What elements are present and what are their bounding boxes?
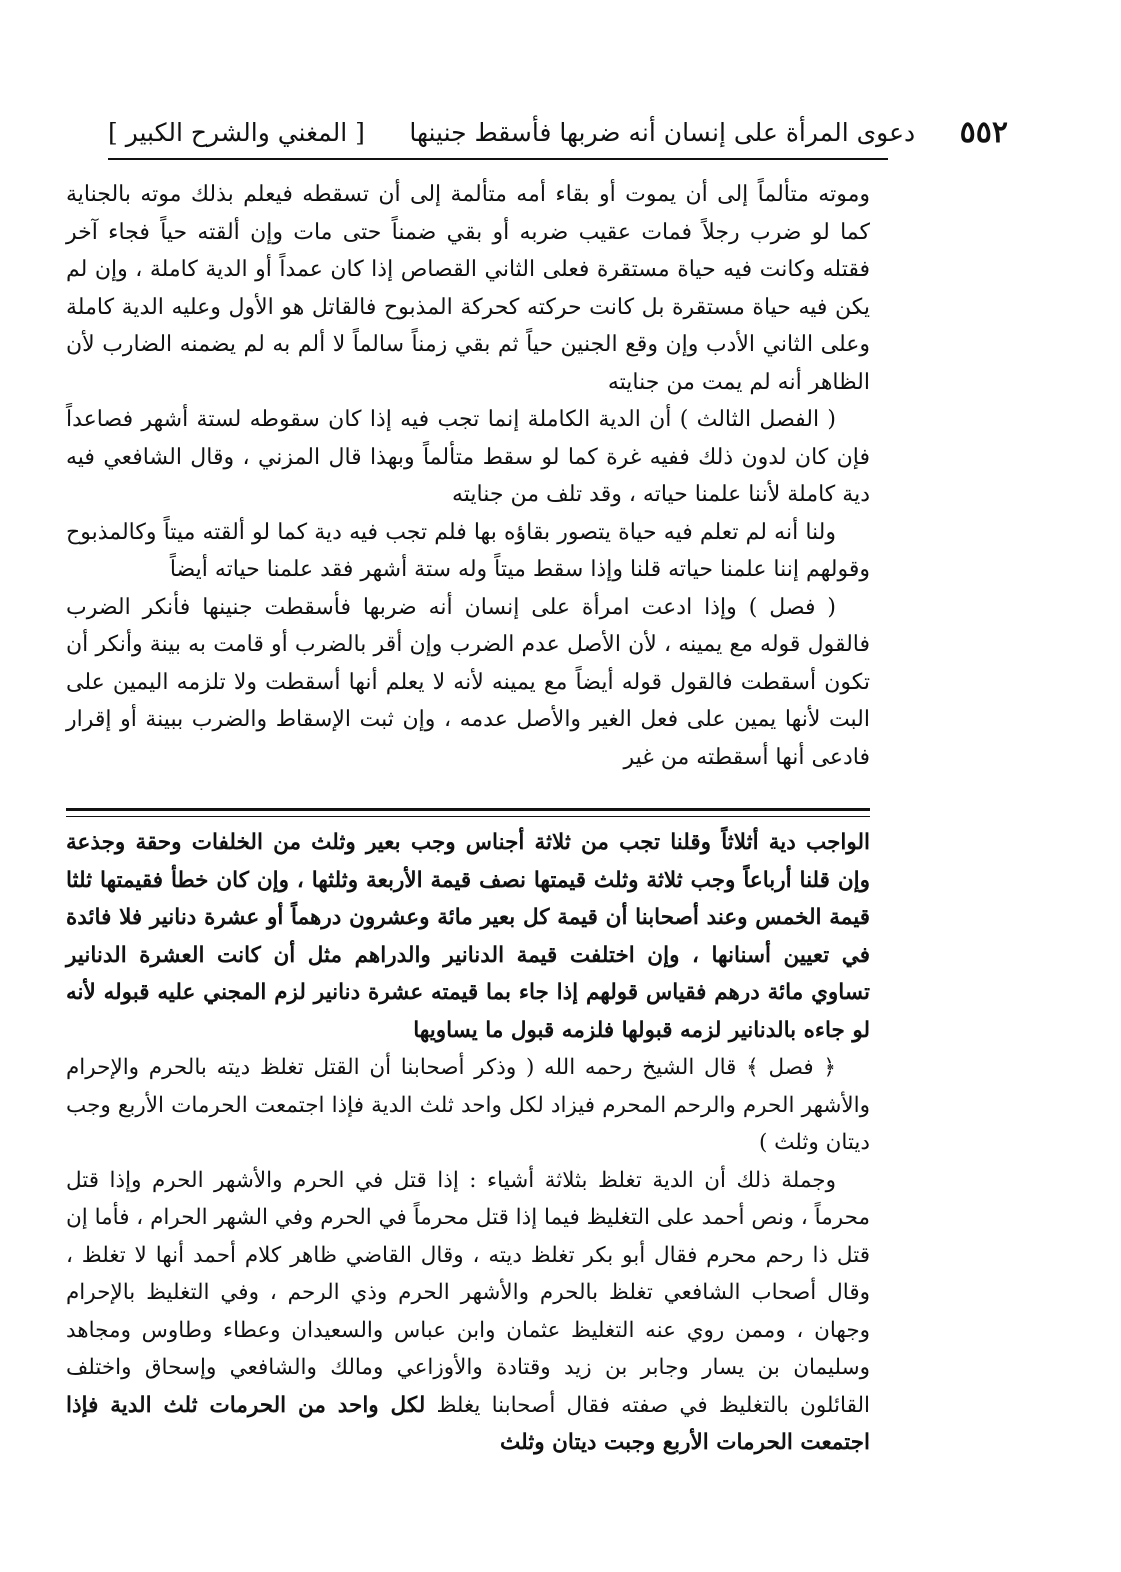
header-rule <box>108 158 888 160</box>
page-number: ٥٥٢ <box>959 114 1008 150</box>
paragraph: ( فصل ) وإذا ادعت امرأة على إنسان أنه ضربها فأسقطت جنينها فأنكر الضرب فالقول قوله مع يمينه ، لأن الأصل عدم الضرب وإن أقر بالضرب أو قامت به بينة وأنكر أن تكون أسقطت فالقول قوله أيضاً مع يمينه لأنه لا يعلم أنها أسقطت ولا تلزمه اليمين على البت لأنها يمين على فعل الغير والأصل عدمه ، وإن ثبت الإسقاط والضرب ببينة أو إقرار فادعى أنها أسقطته من غير <box>66 594 870 770</box>
header-topic: دعوى المرأة على إنسان أنه ضربها فأسقط جنينها <box>409 117 916 147</box>
paragraph: ولنا أنه لم تعلم فيه حياة يتصور بقاؤه بها فلم تجب فيه دية كما لو ألقته ميتاً وكالمذبوح وقولهم إننا علمنا حياته قلنا وإذا سقط ميتاً وله ستة أشهر فقد علمنا حياته أيضاً <box>66 519 870 582</box>
paragraph <box>66 1162 870 1462</box>
book-title: [ المغني والشرح الكبير ] <box>108 117 365 147</box>
paragraph: الواجب دية أثلاثاً وقلنا تجب من ثلاثة أجناس وجب بعير وثلث من الخلفات وحقة وجذعة وإن قلنا أرباعاً وجب ثلاثة وثلث قيمتها نصف قيمة الأربعة وثلثها ، وإن كان خطأ فقيمتها ثلثا قيمة الخمس وعند أصحابنا أن قيمة كل بعير مائة وعشرون درهماً أو عشرة دنانير فلا فائدة في تعيين أسنانها ، وإن اختلفت قيمة الدنانير والدراهم مثل أن كانت العشرة الدنانير تساوي مائة درهم فقياس قولهم إذا جاء بما قيمته عشرة دنانير لزم المجني عليه قبوله لأنه لو جاءه بالدنانير لزمه قبولها فلزمه قبول ما يساويها <box>66 830 870 1043</box>
commentary-section <box>66 824 870 1464</box>
running-header <box>108 108 1008 156</box>
main-text-section <box>66 176 870 806</box>
paragraph <box>66 1049 870 1162</box>
section-divider <box>66 808 870 817</box>
paragraph: وموته متألماً إلى أن يموت أو بقاء أمه متألمة إلى أن تسقطه فيعلم بذلك موته بالجناية كما لو ضرب رجلاً فمات عقيب ضربه أو بقي ضمناً حتى مات وإن ألقته حياً فجاء آخر فقتله وكانت فيه حياة مستقرة فعلى الثاني القصاص إذا كان عمداً أو الدية كاملة ، وإن لم يكن فيه حياة مستقرة بل كانت حركته كحركة المذبوح فالقاتل هو الأول وعليه الدية كاملة وعلى الثاني الأدب وإن وقع الجنين حياً ثم بقي زمناً سالماً لا ألم به لم يضمنه الضارب لأن الظاهر أنه لم يمت من جنايته <box>66 182 870 395</box>
paragraph-bold-tail: لكل واحد من الحرمات ثلث الدية فإذا اجتمعت الحرمات الأربع وجبت ديتان وثلث <box>66 1392 870 1455</box>
fasl-marker: ﴿ فصل ﴾ <box>746 1055 836 1080</box>
paragraph: ( الفصل الثالث ) أن الدية الكاملة إنما تجب فيه إذا كان سقوطه لستة أشهر فصاعداً فإن كان لدون ذلك ففيه غرة كما لو سقط متألماً وبهذا قال المزني ، وقال الشافعي فيه دية كاملة لأننا علمنا حياته ، وقد تلف من جنايته <box>66 407 870 507</box>
paragraph-body: قال الشيخ رحمه الله ( وذكر أصحابنا أن القتل تغلظ ديته بالحرم والإحرام والأشهر الحرم والرحم المحرم فيزاد لكل واحد ثلث الدية فإذا اجتمعت الحرمات الأربع وجب ديتان وثلث ) <box>66 1055 870 1155</box>
paragraph-body: وجملة ذلك أن الدية تغلظ بثلاثة أشياء : إذا قتل في الحرم والأشهر الحرم وإذا قتل محرماً ، ونص أحمد على التغليظ فيما إذا قتل محرماً في الحرم وفي الشهر الحرام ، فأما إن قتل ذا رحم محرم فقال أبو بكر تغلظ ديته ، وقال القاضي ظاهر كلام أحمد أنها لا تغلظ ، وقال أصحاب الشافعي تغلظ بالحرم والأشهر الحرم وذي الرحم ، وفي التغليظ بالإحرام وجهان ، وممن روي عنه التغليظ عثمان وابن عباس والسعيدان وعطاء وطاوس ومجاهد وسليمان بن يسار وجابر بن زيد وقتادة والأوزاعي ومالك والشافعي وإسحاق واختلف القائلون بالتغليظ في صفته فقال أصحابنا يغلظ <box>65 1167 870 1418</box>
